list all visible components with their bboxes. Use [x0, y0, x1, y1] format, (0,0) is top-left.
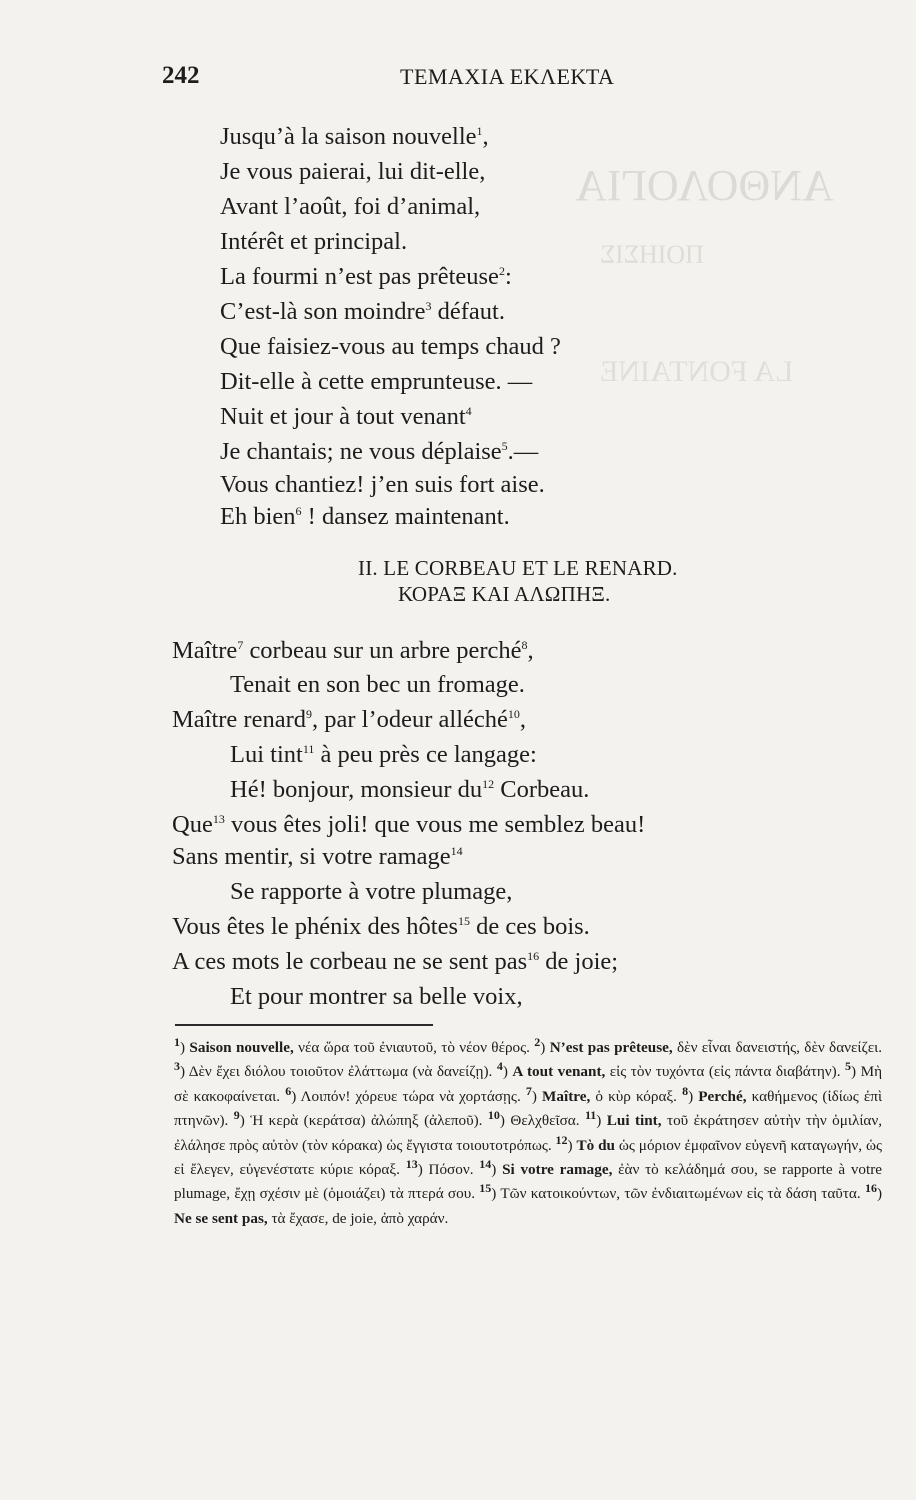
footnote-gloss: ἐὰν τὸ κελάδημά σου, se rapporte à votre plumage, ἔχῃ σχέσιν μὲ (ὁμοιάζει) τὰ πτερά σου. [174, 1161, 883, 1203]
footnote-marker: 1 [476, 123, 483, 138]
footnote-number: 16 [864, 1181, 877, 1196]
verse-text: Hé! bonjour, monsieur du [230, 776, 483, 803]
footnote-number: 8 [682, 1083, 689, 1098]
footnote-marker: 13 [212, 811, 225, 826]
footnote-marker: 7 [237, 637, 244, 652]
footnote-number: 15 [479, 1181, 492, 1196]
footnote-marker: 11 [302, 741, 315, 756]
footnote-marker: 6 [295, 503, 302, 518]
verse-line [220, 122, 489, 152]
running-title: ΤΕΜΑΧΙΑ ΕΚΛΕΚΤΑ [400, 64, 615, 89]
bleed-through-marks-2: ΠΟΙΗΣΙΣ [600, 240, 704, 269]
verse-text-tail: , par l’odeur alléché [312, 706, 508, 733]
footnote-headword: N’est pas prêteuse, [549, 1039, 673, 1056]
verse-text: La fourmi n’est pas prêteuse [220, 263, 499, 290]
footnote-number: 14 [479, 1156, 492, 1171]
verse-line [230, 982, 523, 1012]
verse-text-tail: vous êtes joli! que vous me semblez beau! [224, 811, 646, 838]
footnote: $^4$) A tout venant, εἰς τὸν τυχόντα (εἰς πάντα διαβάτην). [496, 1059, 841, 1081]
verse-line [230, 877, 512, 907]
footnote: $^{11}$) Lui tint, τοῦ ἐκράτησεν αὐτὴν τὴν ὁμιλίαν, ἐλάλησε πρὸς αὐτὸν (τὸν κόρακα) ὡς ἔγγιστα τοιουτοτρόπως. [174, 1108, 883, 1154]
footnote-gloss: τοῦ ἐκράτησεν αὐτὴν τὴν ὁμιλίαν, ἐλάλησε πρὸς αὐτὸν (τὸν κόρακα) ὡς ἔγγιστα τοιουτοτρόπως. [174, 1112, 883, 1154]
footnote-headword: A tout venant, [512, 1063, 606, 1081]
verse-line [172, 810, 645, 840]
footnote-marker: 16 [527, 948, 540, 963]
footnote-marker: 14 [450, 843, 463, 858]
verse-text: Avant l’août, foi d’animal, [220, 193, 481, 220]
footnote: $^7$) Maître, ὁ κὺρ κόραξ. [525, 1083, 677, 1105]
page-number: 242 [162, 62, 200, 89]
verse-line [172, 705, 526, 735]
verse-text: Maître [172, 637, 238, 664]
verse-text: Intérêt et principal. [220, 228, 408, 255]
footnote-number: 1 [174, 1034, 180, 1049]
verse-text-tail: : [504, 263, 512, 290]
verse-text: Nuit et jour à tout venant [220, 403, 466, 430]
verse-text: Vous chantiez! j’en suis fort aise. [220, 471, 545, 498]
verse-text: Et pour montrer sa belle voix, [230, 983, 523, 1010]
verse-line [220, 402, 472, 432]
footnote-gloss: Πόσον. [428, 1161, 474, 1179]
verse-line [220, 437, 538, 467]
verse-line [220, 262, 512, 292]
fable-title-greek: ΚΟΡΑΞ ΚΑΙ ΑΛΩΠΗΞ. [398, 582, 611, 606]
footnote: $^8$) Perché, καθήμενος (ἰδίως ἐπὶ πτηνῶν). [174, 1083, 883, 1130]
verse-text-tail: de joie; [539, 948, 619, 975]
footnote-marker: 8 [521, 637, 528, 652]
footnote: $^6$) Λοιπόν! χόρευε τώρα νὰ χορτάσῃς. [285, 1083, 521, 1105]
footnote: $^5$) Μὴ σὲ κακοφαίνεται. [174, 1059, 883, 1105]
verse-text-tail: , [519, 706, 527, 733]
footnote-number: 10 [487, 1108, 500, 1123]
fable-title-french: II. LE CORBEAU ET LE RENARD. [358, 556, 678, 580]
verse-text-tail: de ces bois. [470, 913, 590, 940]
footnote-number: 9 [233, 1108, 240, 1123]
footnote: $^{15}$) Τῶν κατοικούντων, τῶν ἐνδιαιτωμένων εἰς τὰ δάση ταῦτα. [479, 1181, 861, 1203]
footnote-number: 11 [584, 1108, 597, 1123]
verse-text: Je chantais; ne vous déplaise [220, 438, 502, 465]
verse-text-tail: , [482, 123, 489, 150]
footnote: $^3$) Δὲν ἔχει διόλου τοιοῦτον ἐλάττωμα (νὰ δανείζῃ). [174, 1059, 493, 1081]
footnote: $^1$) Saison nouvelle, νέα ὥρα τοῦ ἐνιαυτοῦ, τὸ νέον θέρος. [174, 1034, 530, 1056]
footnote-gloss: τὰ ἔχασε, de joie, ἀπὸ χαράν. [271, 1209, 449, 1227]
footnote-gloss: Δὲν ἔχει διόλου τοιοῦτον ἐλάττωμα (νὰ δανείζῃ). [188, 1063, 493, 1081]
footnote-gloss: ὡς μόριον ἐμφαῖνον εὐγενῆ καταγωγήν, ὡς εἰ ἔλεγεν, εὐγενέστατε κύριε κόραξ. [174, 1136, 882, 1179]
verse-text-tail: ! dansez maintenant. [301, 503, 510, 530]
verse-text-tail: à peu près ce langage: [314, 741, 537, 768]
footnote-headword: Lui tint, [606, 1112, 662, 1130]
footnote-marker: 3 [425, 298, 432, 313]
footnote-gloss: Τῶν κατοικούντων, τῶν ἐνδιαιτωμένων εἰς τὰ δάση ταῦτα. [500, 1185, 861, 1203]
footnote-gloss: καθήμενος (ἰδίως ἐπὶ πτηνῶν). [174, 1087, 883, 1130]
footnote: $^{10}$) Θελχθεῖσα. [487, 1108, 580, 1130]
footnote-headword: Si votre ramage, [502, 1161, 613, 1179]
footnote-gloss: Ἡ κερὰ (κεράτσα) ἀλώπηξ (ἀλεποῦ). [250, 1112, 483, 1130]
running-head [162, 62, 632, 96]
verse-line [220, 227, 407, 257]
footnote-marker: 9 [306, 706, 312, 721]
verse-line [220, 470, 545, 500]
verse-line [230, 740, 537, 770]
verse-line [172, 947, 618, 977]
footnote-marker: 12 [482, 776, 495, 791]
footnote-marker: 4 [465, 403, 472, 418]
footnote-marker: 15 [458, 913, 471, 928]
verse-text-tail: , [527, 637, 534, 664]
footnote-number: 13 [405, 1156, 418, 1171]
footnote-number: 5 [845, 1059, 852, 1074]
verse-line [220, 157, 485, 187]
bleed-through-marks-3: LA FONTAINE [600, 355, 794, 388]
verse-line [172, 636, 534, 666]
footnote-gloss: Μὴ σὲ κακοφαίνεται. [174, 1063, 883, 1105]
footnote-gloss: εἰς τὸν τυχόντα (εἰς πάντα διαβάτην). [609, 1063, 841, 1081]
footnote: $^{12}$) Τὸ du ὡς μόριον ἐμφαῖνον εὐγενῆ καταγωγήν, ὡς εἰ ἔλεγεν, εὐγενέστατε κύριε κόραξ. [174, 1132, 882, 1179]
footnote-marker: 10 [507, 706, 520, 721]
verse-line [220, 297, 505, 327]
footnote-marker: 5 [501, 438, 508, 453]
verse-text: C’est-là son moindre [220, 298, 426, 325]
verse-line [220, 192, 480, 222]
verse-text: Dit-elle à cette emprunteuse. — [220, 368, 533, 395]
verse-text: Eh bien [220, 503, 296, 530]
footnote-headword: Ne se sent pas, [174, 1209, 268, 1227]
footnote: $^{13}$) Πόσον. [405, 1156, 474, 1179]
footnote-number: 3 [174, 1059, 180, 1074]
verse-line [220, 332, 561, 362]
verse-line [172, 842, 463, 872]
footnote-gloss: Λοιπόν! χόρευε τώρα νὰ χορτάσῃς. [300, 1087, 521, 1105]
verse-text: Que [172, 811, 213, 838]
footnote: $^{14}$) Si votre ramage, ἐὰν τὸ κελάδημά σου, se rapporte à votre plumage, ἔχῃ σχέσιν μὲ (ὁμοιάζει) τὰ πτερά σου. [174, 1156, 883, 1203]
footnote-headword: Maître, [542, 1087, 591, 1105]
footnote-number: 2 [534, 1034, 541, 1049]
footnote-number: 7 [525, 1083, 532, 1098]
verse-text-tail: Corbeau. [494, 776, 590, 803]
verse-text: Lui tint [230, 741, 303, 768]
footnote-marker: 2 [498, 263, 505, 278]
verse-text: Jusqu’à la saison nouvelle [220, 123, 477, 150]
verse-text: Vous êtes le phénix des hôtes [172, 913, 459, 940]
footnote-number: 12 [555, 1132, 568, 1147]
verse-text: Sans mentir, si votre ramage [172, 843, 451, 870]
verse-line [220, 502, 510, 532]
footnote-headword: Perché, [698, 1087, 747, 1105]
footnote-headword: Saison nouvelle, [189, 1039, 294, 1056]
footnote-gloss: δὲν εἶναι δανειστής, δὲν δανείζει. [677, 1039, 883, 1056]
footnote: $^9$) Ἡ κερὰ (κεράτσα) ἀλώπηξ (ἀλεποῦ). [233, 1108, 483, 1130]
footnote-rule [175, 1024, 433, 1026]
verse-text: A ces mots le corbeau ne se sent pas [172, 948, 528, 975]
verse-text-tail: défaut. [431, 298, 505, 325]
footnote-gloss: ὁ κὺρ κόραξ. [595, 1087, 677, 1105]
footnote-number: 6 [285, 1083, 292, 1098]
verse-text: Se rapporte à votre plumage, [230, 878, 513, 905]
verse-text-tail: .— [507, 438, 539, 465]
footnote: $^2$) N’est pas prêteuse, δὲν εἶναι δανειστής, δὲν δανείζει. [534, 1034, 883, 1056]
bleed-through-marks: ΑΝΘΟΛΟΓΙΑ [575, 161, 834, 210]
footnote: $^{16}$) Ne se sent pas, τὰ ἔχασε, de joie, ἀπὸ χαράν. [174, 1181, 883, 1227]
verse-text: Maître renard [172, 706, 306, 733]
footnote-gloss: Θελχθεῖσα. [510, 1112, 580, 1130]
verse-text: Je vous paierai, lui dit-elle, [220, 158, 486, 185]
verse-line [220, 367, 532, 397]
verse-line [230, 775, 589, 805]
footnote-number: 4 [496, 1059, 503, 1074]
footnote-headword: Τὸ du [576, 1136, 616, 1154]
verse-line [230, 670, 525, 700]
verse-text-tail: corbeau sur un arbre perché [243, 637, 522, 664]
footnotes-block [174, 1036, 882, 1231]
verse-text: Que faisiez-vous au temps chaud ? [220, 333, 561, 360]
footnote-gloss: νέα ὥρα τοῦ ἐνιαυτοῦ, τὸ νέον θέρος. [298, 1039, 530, 1056]
verse-text: Tenait en son bec un fromage. [230, 671, 525, 698]
verse-line [172, 912, 590, 942]
